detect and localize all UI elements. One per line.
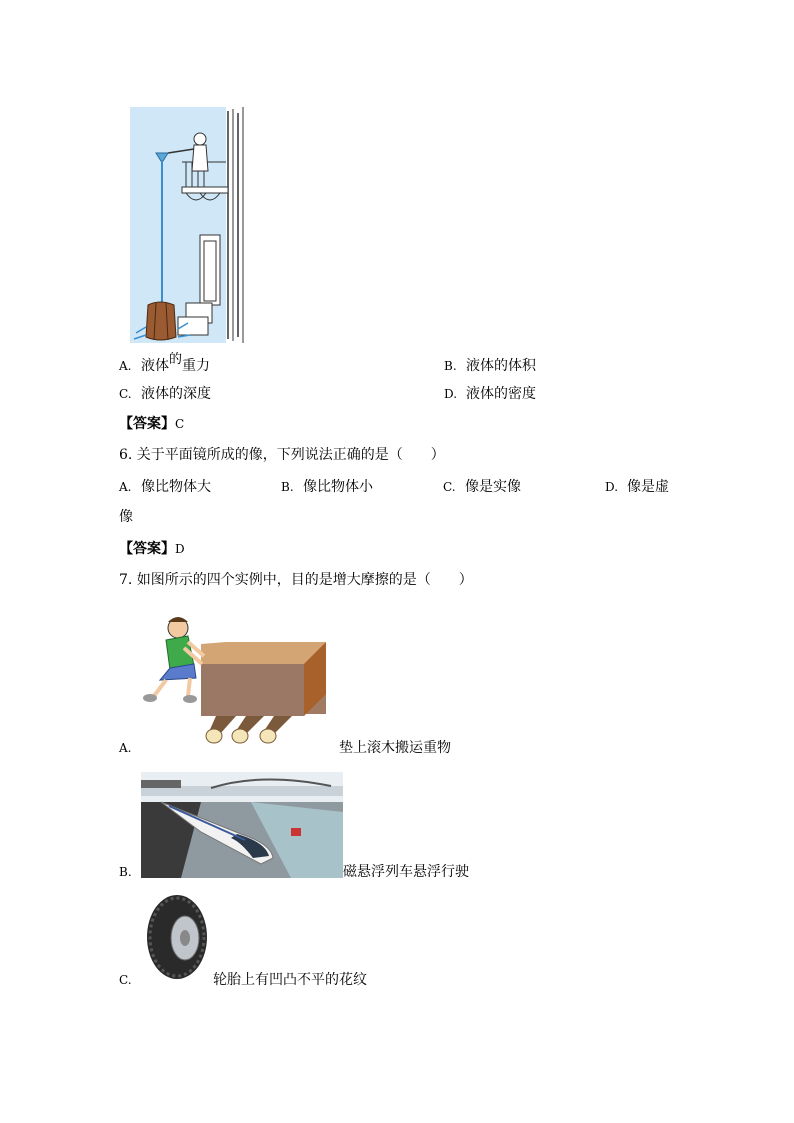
option-text: 磁悬浮列车悬浮行驶 — [343, 864, 469, 880]
q5-option-c[interactable] — [119, 384, 211, 404]
q6-option-b[interactable] — [281, 477, 373, 497]
q6-stem: 6. 关于平面镜所成的像，下列说法正确的是（ ） — [119, 447, 445, 463]
q6-option-a[interactable] — [119, 477, 211, 497]
q7-option-c[interactable] — [119, 970, 419, 990]
q6-answer — [119, 539, 185, 559]
option-letter: D. — [605, 480, 619, 494]
option-letter: B. — [281, 480, 294, 494]
answer-label: 【答案】 — [119, 541, 175, 557]
option-text: 像是虚 — [627, 479, 669, 495]
barrel-experiment-figure — [130, 107, 248, 343]
option-letter: C. — [119, 973, 132, 987]
option-letter: B. — [119, 865, 132, 879]
answer-label: 【答案】 — [119, 416, 175, 432]
q7-option-a[interactable] — [119, 738, 459, 758]
option-text: 轮胎上有凹凸不平的花纹 — [213, 972, 367, 988]
option-text: 像比物体大 — [141, 479, 211, 495]
option-text: 液体的深度 — [141, 386, 211, 402]
option-text: 液体的密度 — [466, 386, 536, 402]
q7-option-b[interactable] — [119, 862, 479, 882]
q6-option-c[interactable] — [443, 477, 521, 497]
option-letter: A. — [119, 480, 132, 494]
q5-option-d[interactable] — [444, 384, 536, 404]
option-letter: A. — [119, 741, 132, 755]
option-letter: C. — [443, 480, 456, 494]
q5-answer — [119, 414, 184, 434]
q5-option-b[interactable] — [444, 356, 536, 376]
option-text: 垫上滚木搬运重物 — [339, 740, 451, 756]
option-text: 液体的体积 — [466, 358, 536, 374]
q5-option-a[interactable] — [119, 352, 211, 377]
answer-value: D — [175, 542, 185, 556]
option-letter: D. — [444, 387, 458, 401]
option-letter: A. — [119, 359, 132, 373]
option-text: 像是实像 — [465, 479, 521, 495]
option-text: 像比物体小 — [303, 479, 373, 495]
q6-option-d-wrap: 像 — [119, 509, 133, 525]
option-letter: C. — [119, 387, 132, 401]
option-superscript: 的 — [169, 352, 183, 367]
q6-option-d[interactable] — [605, 477, 669, 497]
q7-stem: 7. 如图所示的四个实例中，目的是增大摩擦的是（ ） — [119, 572, 473, 588]
option-text: 液体 — [141, 358, 169, 374]
option-letter: B. — [444, 359, 457, 373]
tire-figure — [141, 892, 213, 982]
answer-value: C — [175, 417, 185, 431]
rollers-box-figure — [136, 604, 336, 752]
option-text-rest: 重力 — [182, 358, 211, 374]
